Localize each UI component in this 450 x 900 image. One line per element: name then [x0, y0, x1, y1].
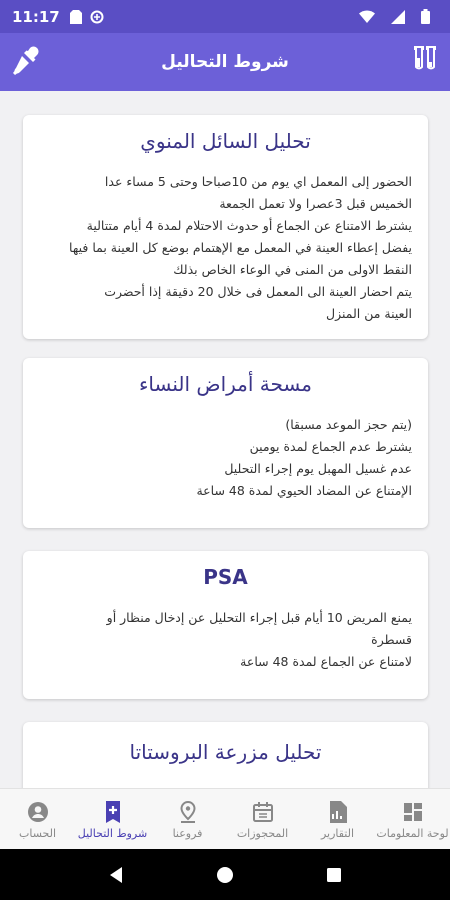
nav-label: لوحة المعلومات — [376, 827, 449, 840]
card-gynecology-swab[interactable] — [23, 358, 428, 528]
card-title: تحليل مزرعة البروستاتا — [129, 740, 322, 764]
nav-item-branches[interactable] — [150, 789, 225, 850]
recents-icon[interactable] — [326, 867, 342, 883]
card-line: النقط الاولى من المنى في الوعاء الخاص بذلك — [173, 262, 412, 277]
sim-card-icon — [70, 10, 82, 24]
card-psa[interactable] — [23, 551, 428, 699]
status-time: 11:17 — [12, 7, 60, 26]
nav-item-dashboard[interactable] — [375, 789, 450, 850]
nav-item-bookings[interactable] — [225, 789, 300, 850]
nav-label: الحساب — [18, 827, 57, 840]
nav-item-account[interactable] — [0, 789, 75, 850]
home-icon[interactable] — [216, 866, 234, 884]
calendar-icon — [252, 799, 274, 825]
app-bar — [0, 33, 450, 91]
page-title: شروط التحاليل — [161, 52, 289, 72]
card-line: عدم غسيل المهبل يوم إجراء التحليل — [224, 461, 412, 476]
back-icon[interactable] — [108, 866, 124, 884]
card-line: الخميس قبل 3عصرا ولا تعمل الجمعة — [219, 196, 412, 211]
card-title: PSA — [203, 565, 248, 589]
content-area[interactable] — [0, 91, 450, 788]
card-line: العينة من المنزل — [326, 306, 412, 321]
card-prostate-culture[interactable] — [23, 722, 428, 788]
card-line: لامتناع عن الجماع لمدة 48 ساعة — [240, 654, 412, 669]
wifi-icon — [359, 10, 375, 24]
add-box-icon — [102, 799, 124, 825]
data-saver-icon — [90, 10, 104, 24]
dashboard-icon — [402, 799, 424, 825]
nav-label: شروط التحاليل — [77, 827, 148, 840]
card-title: تحليل السائل المنوي — [140, 129, 311, 153]
bottom-nav — [0, 788, 450, 850]
nav-item-test-conditions[interactable] — [75, 789, 150, 850]
report-icon — [328, 799, 348, 825]
test-tubes-button[interactable] — [406, 43, 444, 81]
card-line: (يتم حجز الموعد مسبقا) — [285, 417, 412, 432]
test-tubes-icon — [410, 44, 440, 80]
system-nav-bar — [0, 849, 450, 900]
card-semen-analysis[interactable] — [23, 115, 428, 339]
card-line: يتم احضار العينة الى المعمل فى خلال 20 دقيقة إذا أحضرت — [104, 284, 412, 299]
nav-label: التقارير — [320, 827, 355, 840]
signal-icon — [391, 10, 405, 24]
battery-icon — [421, 9, 430, 24]
nav-label: المحجوزات — [236, 827, 289, 840]
card-line: يشترط عدم الجماع لمدة يومين — [249, 439, 412, 454]
card-title: مسحة أمراض النساء — [139, 372, 312, 396]
card-line: قسطرة — [371, 632, 412, 647]
nav-label: فروعنا — [172, 827, 203, 840]
card-line: يفضل إعطاء العينة في المعمل مع الإهتمام بوضع كل العينة بما فيها — [69, 240, 412, 255]
nav-item-reports[interactable] — [300, 789, 375, 850]
card-line: يمنع المريض 10 أيام قبل إجراء التحليل عن إدخال منظار أو — [106, 610, 412, 625]
location-icon — [178, 799, 198, 825]
dropper-button[interactable] — [6, 43, 44, 81]
dropper-icon — [10, 45, 40, 79]
card-line: الحضور إلى المعمل اي يوم من 10صباحا وحتى 5 مساء عدا — [104, 174, 412, 189]
card-line: يشترط الامتناع عن الجماع أو حدوث الاحتلام لمدة 4 أيام متتالية — [86, 218, 412, 233]
status-bar — [0, 0, 450, 33]
account-icon — [27, 799, 49, 825]
card-line: الإمتناع عن المضاد الحيوي لمدة 48 ساعة — [196, 483, 412, 498]
